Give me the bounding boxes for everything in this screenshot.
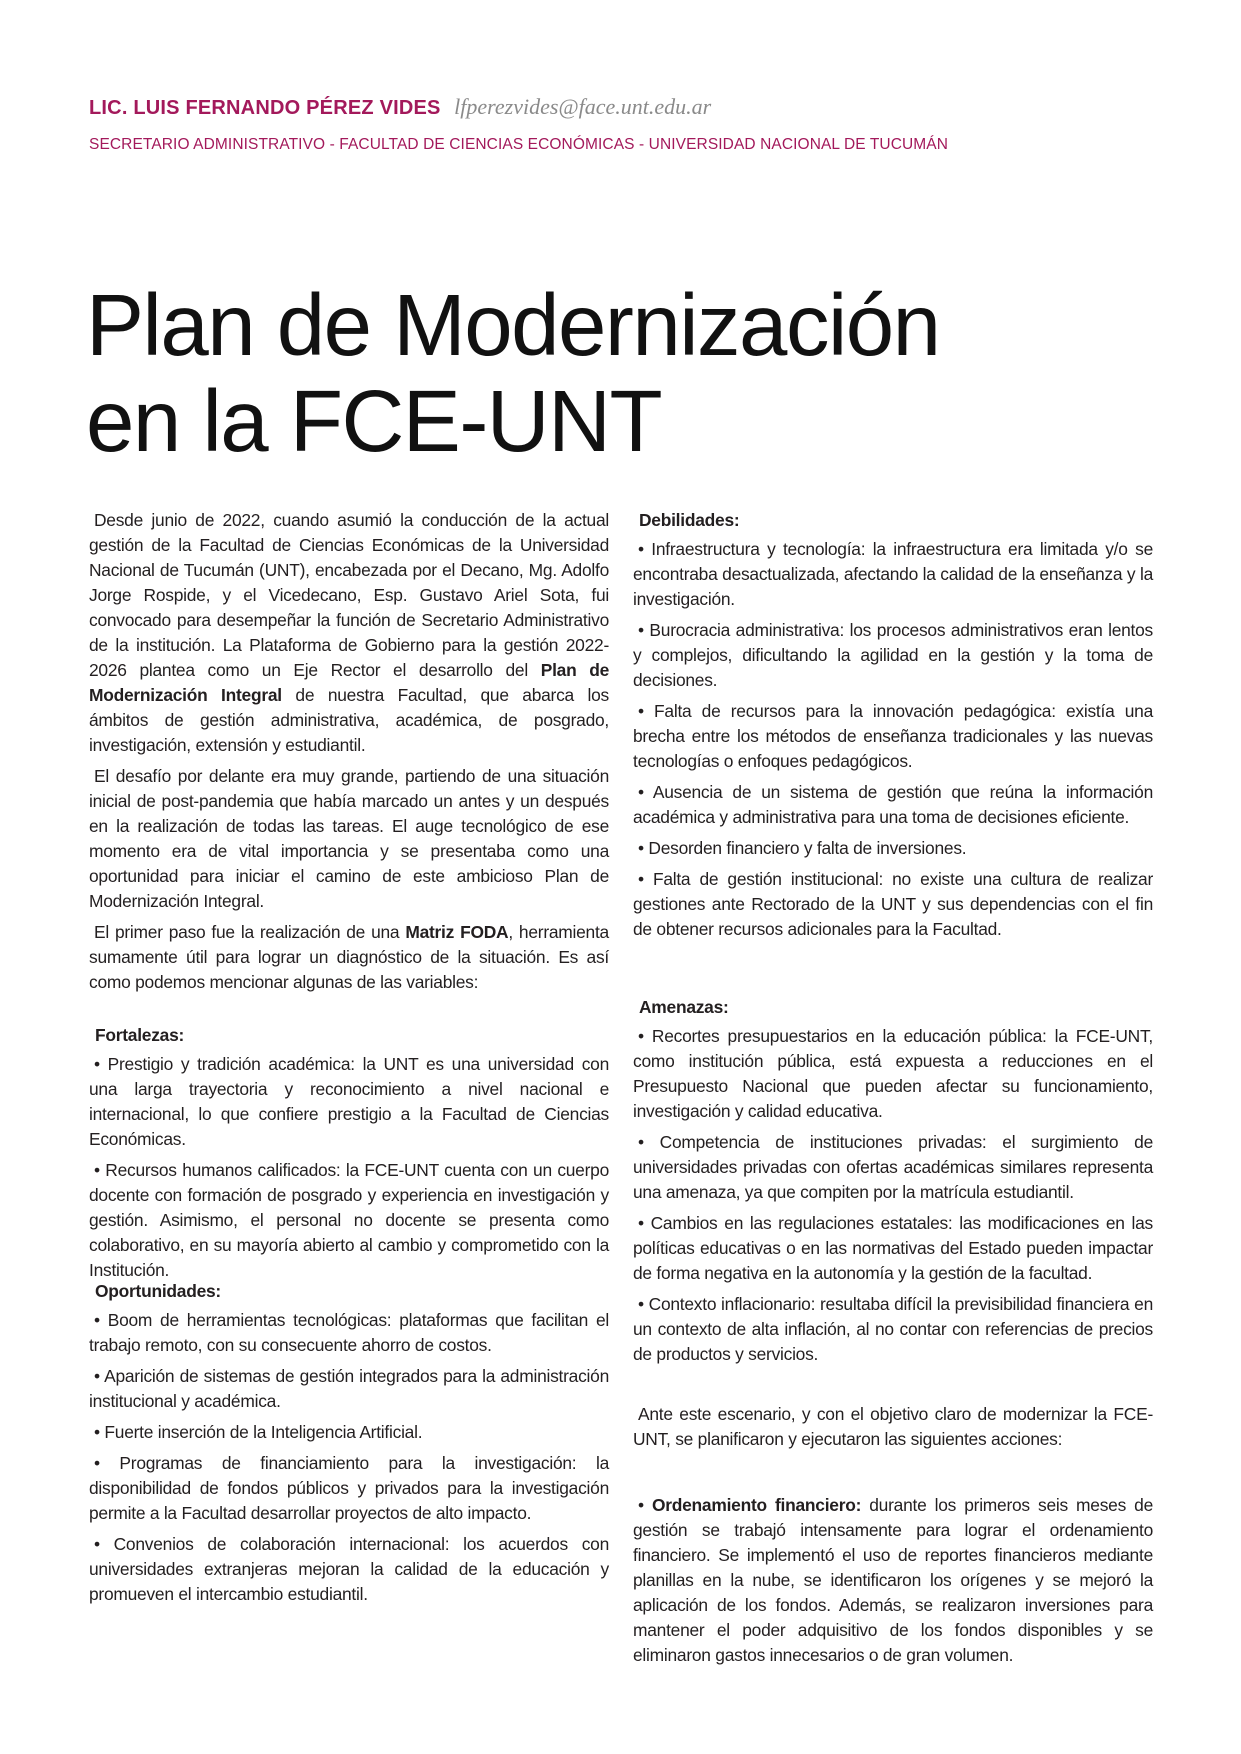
amenazas-item: • Contexto inflacionario: resultaba difícil la previsibilidad financiera en un contexto de alta inflación, al no contar con referencias de precios de productos y servicios. bbox=[633, 1294, 1153, 1364]
author-line bbox=[89, 94, 711, 120]
amenazas-section bbox=[633, 995, 1153, 1373]
oportunidades-item: • Boom de herramientas tecnológicas: plataformas que facilitan el trabajo remoto, con su consecuente ahorro de costos. bbox=[89, 1310, 609, 1355]
intro-paragraph-3-text-a: El primer paso fue la realización de una bbox=[94, 922, 406, 942]
oportunidades-section bbox=[89, 1279, 609, 1613]
debilidades-item: • Ausencia de un sistema de gestión que reúna la información académica y administrativa para una toma de decisiones eficiente. bbox=[633, 782, 1153, 827]
debilidades-item: • Infraestructura y tecnología: la infraestructura era limitada y/o se encontraba desactualizada, afectando la calidad de la enseñanza y la investigación. bbox=[633, 539, 1153, 609]
acciones-section bbox=[633, 1493, 1153, 1674]
ante-paragraph: Ante este escenario, y con el objetivo claro de modernizar la FCE-UNT, se planificaron y ejecutaron las siguientes acciones: bbox=[633, 1404, 1153, 1449]
accion-item-title: Ordenamiento financiero: bbox=[651, 1495, 862, 1515]
author-name: LIC. LUIS FERNANDO PÉREZ VIDES bbox=[89, 97, 441, 119]
debilidades-heading: Debilidades: bbox=[639, 510, 740, 530]
debilidades-item: • Falta de gestión institucional: no existe una cultura de realizar gestiones ante Rectorado de la UNT y sus dependencias con el fin de obtener recursos adicionales para la Facultad. bbox=[633, 869, 1153, 939]
oportunidades-item: • Aparición de sistemas de gestión integrados para la administración institucional y académica. bbox=[89, 1366, 609, 1411]
oportunidades-item: • Convenios de colaboración internacional: los acuerdos con universidades extranjeras mejoran la calidad de la educación y promueven el intercambio estudiantil. bbox=[89, 1534, 609, 1604]
accion-bullet: • bbox=[638, 1495, 644, 1515]
fortalezas-section bbox=[89, 1023, 609, 1289]
intro-paragraph-1-text-b: de nuestra Facultad, que abarca los ámbitos de gestión administrativa, académica, de posgrado, investigación, extensión y estudiantil. bbox=[89, 685, 610, 755]
intro-paragraph-1-bold: Plan de Modernización Integral bbox=[89, 660, 610, 705]
ante-section bbox=[633, 1402, 1153, 1458]
amenazas-item: • Cambios en las regulaciones estatales: las modificaciones en las políticas educativas o en las normativas del Estado pueden impactar de forma negativa en la autonomía y la gestión de la facultad. bbox=[633, 1213, 1153, 1283]
amenazas-item: • Competencia de instituciones privadas: el surgimiento de universidades privadas con ofertas académicas similares representa una amenaza, ya que compiten por la matrícula estudiantil. bbox=[633, 1132, 1153, 1202]
debilidades-item: • Burocracia administrativa: los procesos administrativos eran lentos y complejos, dificultando la agilidad en la gestión y la toma de decisiones. bbox=[633, 620, 1153, 690]
amenazas-heading: Amenazas: bbox=[639, 997, 729, 1017]
debilidades-item: • Falta de recursos para la innovación pedagógica: existía una brecha entre los métodos de enseñanza tradicionales y las nuevas tecnologías o enfoques pedagógicos. bbox=[633, 701, 1153, 771]
fortalezas-heading: Fortalezas: bbox=[95, 1025, 185, 1045]
fortalezas-item: • Prestigio y tradición académica: la UNT es una universidad con una larga trayectoria y reconocimiento a nivel nacional e internacional, lo que confiere prestigio a la Facultad de Ciencias Económicas. bbox=[89, 1054, 609, 1149]
oportunidades-item: • Fuerte inserción de la Inteligencia Artificial. bbox=[94, 1422, 423, 1442]
debilidades-section bbox=[633, 508, 1153, 948]
author-email: lfperezvides@face.unt.edu.ar bbox=[454, 94, 712, 119]
intro-paragraph-1 bbox=[89, 508, 609, 758]
intro-paragraph-2: El desafío por delante era muy grande, partiendo de una situación inicial de post-pandemia que había marcado un antes y un después en la realización de todas las tareas. El auge tecnológico de ese momento era de vital importancia y se presentaba como una oportunidad para iniciar el camino de este ambicioso Plan de Modernización Integral. bbox=[89, 766, 609, 911]
oportunidades-heading: Oportunidades: bbox=[95, 1281, 221, 1301]
intro-paragraph-3-bold: Matriz FODA bbox=[405, 922, 509, 942]
intro-paragraph-1-text-a: Desde junio de 2022, cuando asumió la conducción de la actual gestión de la Facultad de Ciencias Económicas de la Universidad Nacional de Tucumán (UNT), encabezada por el Decano, Mg. Adolfo Jorge Rospide, y el Vicedecano, Esp. Gustavo Ariel Sota, fui convocado para desempeñar la función de Secretario Administrativo de la institución. La Plataforma de Gobierno para la gestión 2022-2026 plantea como un Eje Rector el desarrollo del bbox=[89, 510, 609, 680]
debilidades-item: • Desorden financiero y falta de inversiones. bbox=[638, 838, 967, 858]
accion-item bbox=[633, 1493, 1153, 1668]
author-affiliation: SECRETARIO ADMINISTRATIVO - FACULTAD DE CIENCIAS ECONÓMICAS - UNIVERSIDAD NACIONAL DE TUCUMÁN bbox=[89, 136, 949, 153]
intro-section bbox=[89, 508, 609, 1001]
oportunidades-item: • Programas de financiamiento para la investigación: la disponibilidad de fondos públicos y privados para la investigación permite a la Facultad desarrollar proyectos de alto impacto. bbox=[89, 1453, 609, 1523]
article-title bbox=[86, 278, 1086, 470]
accion-item-text: durante los primeros seis meses de gestión se trabajó intensamente para lograr el ordenamiento financiero. Se implementó el uso de reportes financieros mediante planillas en la nube, se identificaron los orígenes y se mejoró la aplicación de los fondos. Además, se realizaron inversiones para mantener el poder adquisitivo de los fondos disponibles y se eliminaron gastos innecesarios o de gran volumen. bbox=[633, 1495, 1153, 1665]
amenazas-item: • Recortes presupuestarios en la educación pública: la FCE-UNT, como institución pública, está expuesta a reducciones en el Presupuesto Nacional que pueden afectar su funcionamiento, investigación y calidad educativa. bbox=[633, 1026, 1153, 1121]
article-title-line-1: Plan de Modernización bbox=[86, 277, 940, 374]
intro-paragraph-3 bbox=[89, 920, 609, 995]
fortalezas-item: • Recursos humanos calificados: la FCE-UNT cuenta con un cuerpo docente con formación de posgrado y experiencia en investigación y gestión. Asimismo, el personal no docente se presenta como colaborativo, en su mayoría abierto al cambio y comprometido con la Institución. bbox=[89, 1160, 609, 1280]
intro-paragraph-3-text-b: , herramienta sumamente útil para lograr un diagnóstico de la situación. Es así como podemos mencionar algunas de las variables: bbox=[89, 922, 609, 992]
article-title-line-2: en la FCE-UNT bbox=[86, 373, 662, 470]
